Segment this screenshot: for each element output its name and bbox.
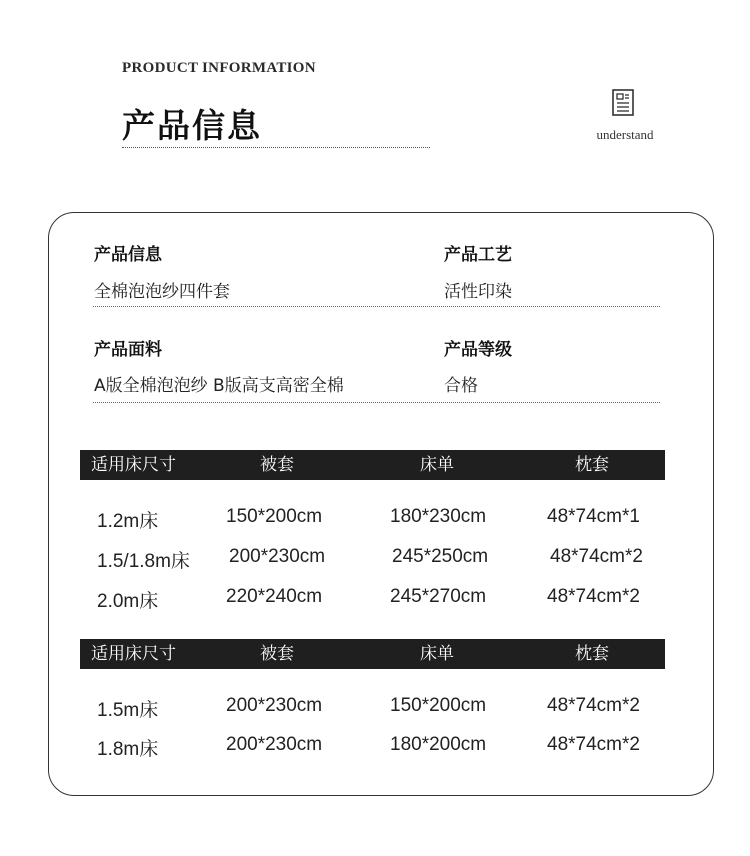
page-title: 产品信息 [122, 106, 262, 145]
size-table-2-header [80, 639, 665, 669]
fabric-label: 产品面料 [94, 340, 162, 360]
understand-label: understand [596, 127, 654, 142]
table-cell: 1.5m床 [97, 700, 159, 721]
grade-value: 合格 [444, 376, 478, 396]
craft-label: 产品工艺 [444, 245, 512, 265]
table-cell: 180*200cm [390, 734, 487, 755]
product-info-value: 全棉泡泡纱四件套 [94, 282, 230, 302]
grade-label: 产品等级 [444, 340, 512, 360]
craft-value: 活性印染 [444, 282, 512, 302]
table-cell: 48*74cm*2 [547, 734, 640, 755]
table-cell: 200*230cm [229, 546, 326, 567]
column-header: 被套 [260, 644, 294, 664]
product-info-label: 产品信息 [94, 245, 162, 265]
column-header: 适用床尺寸 [91, 644, 176, 664]
table-cell: 245*250cm [392, 546, 489, 567]
info-divider [93, 402, 660, 403]
column-header: 被套 [260, 455, 294, 475]
table-cell: 2.0m床 [97, 591, 159, 612]
column-header: 适用床尺寸 [91, 455, 176, 475]
eng-title: PRODUCT INFORMATION [122, 60, 316, 76]
table-cell: 1.5/1.8m床 [97, 551, 190, 572]
info-divider [93, 306, 660, 307]
table-cell: 245*270cm [390, 586, 487, 607]
table-cell: 1.8m床 [97, 739, 159, 760]
title-underline [122, 147, 430, 148]
document-icon [612, 89, 634, 116]
table-cell: 48*74cm*1 [547, 506, 640, 527]
table-cell: 150*200cm [390, 695, 487, 716]
table-cell: 150*200cm [226, 506, 323, 527]
fabric-value: A版全棉泡泡纱 B版高支高密全棉 [94, 376, 344, 396]
column-header: 枕套 [575, 644, 609, 664]
column-header: 床单 [420, 455, 454, 475]
table-cell: 200*230cm [226, 695, 323, 716]
table-cell: 220*240cm [226, 586, 323, 607]
table-cell: 200*230cm [226, 734, 323, 755]
table-cell: 48*74cm*2 [547, 586, 640, 607]
table-cell: 48*74cm*2 [550, 546, 643, 567]
size-table-1-header [80, 450, 665, 480]
table-cell: 1.2m床 [97, 511, 159, 532]
table-cell: 48*74cm*2 [547, 695, 640, 716]
column-header: 枕套 [575, 455, 609, 475]
column-header: 床单 [420, 644, 454, 664]
table-cell: 180*230cm [390, 506, 487, 527]
